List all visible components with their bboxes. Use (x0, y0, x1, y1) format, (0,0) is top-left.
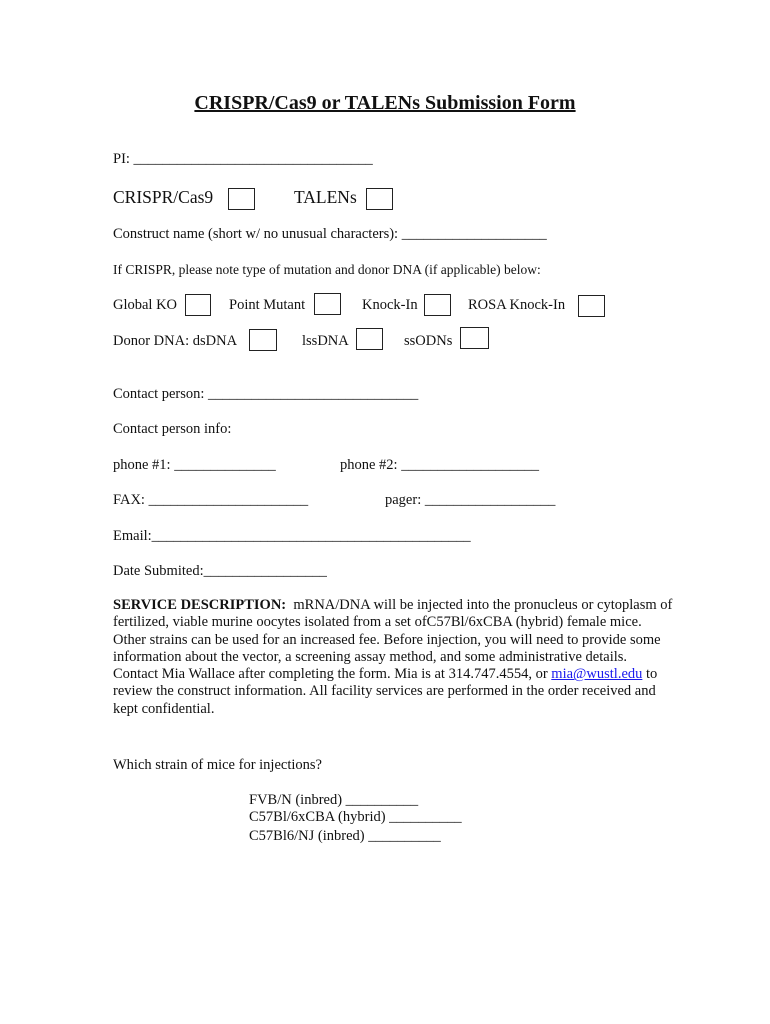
point-mutant-checkbox[interactable] (314, 293, 341, 315)
dsdna-checkbox[interactable] (249, 329, 277, 351)
form-title: CRISPR/Cas9 or TALENs Submission Form (194, 92, 576, 114)
fax-field[interactable]: FAX: ______________________ (113, 492, 309, 508)
crispr-checkbox[interactable] (228, 188, 255, 210)
service-description (113, 597, 673, 718)
rosa-knock-in-label: ROSA Knock-In (468, 297, 566, 313)
service-heading: SERVICE DESCRIPTION: (113, 597, 287, 613)
strain-option-c57bl6-nj[interactable]: C57Bl6/NJ (inbred) __________ (249, 828, 441, 844)
service-text: mRNA/DNA will be injected into the pronucleus or cytoplasm of fertilized, viable murine oocytes isolated from a set ofC57Bl/6xCBA (hybrid) female mice. Other strains can be used for an increased fee. Before injection, you will need to provide some information about the vector, a screening assay method, and some administrative details. Contact Mia Wallace after completing the form. Mia is at 314.747.4554, or (113, 597, 673, 683)
strain-option-c57bl-cba[interactable]: C57Bl/6xCBA (hybrid) __________ (249, 809, 462, 825)
knock-in-label: Knock-In (362, 297, 418, 313)
contact-info-label: Contact person info: (113, 421, 232, 437)
service-text-end: to review the construct information. All facility services are performed in the order received and kept confidential. (113, 666, 658, 717)
global-ko-checkbox[interactable] (185, 294, 211, 316)
date-submitted-field[interactable]: Date Submited:_________________ (113, 563, 327, 579)
rosa-knock-in-checkbox[interactable] (578, 295, 605, 317)
talens-label: TALENs (294, 187, 357, 207)
crispr-label: CRISPR/Cas9 (113, 187, 214, 207)
ssodns-label: ssODNs (404, 333, 453, 349)
pager-field[interactable]: pager: __________________ (385, 492, 556, 508)
strain-option-fvb[interactable]: FVB/N (inbred) __________ (249, 792, 419, 808)
phone2-field[interactable]: phone #2: ___________________ (340, 457, 539, 473)
knock-in-checkbox[interactable] (424, 294, 451, 316)
contact-person-field[interactable]: Contact person: _____________________________ (113, 386, 419, 402)
lssdna-checkbox[interactable] (356, 328, 383, 350)
construct-name-field[interactable]: Construct name (short w/ no unusual characters): ____________________ (113, 226, 547, 242)
email-field[interactable]: Email:____________________________________________ (113, 528, 471, 544)
strain-question: Which strain of mice for injections? (113, 757, 322, 773)
donor-dna-label: Donor DNA: dsDNA (113, 333, 238, 349)
crispr-note: If CRISPR, please note type of mutation and donor DNA (if applicable) below: (113, 262, 541, 277)
global-ko-label: Global KO (113, 297, 178, 313)
ssodns-checkbox[interactable] (460, 327, 489, 349)
lssdna-label: lssDNA (302, 333, 349, 349)
phone1-field[interactable]: phone #1: ______________ (113, 457, 276, 473)
talens-checkbox[interactable] (366, 188, 393, 210)
contact-email-link[interactable]: mia@wustl.edu (551, 666, 643, 683)
point-mutant-label: Point Mutant (229, 297, 306, 313)
pi-field[interactable]: PI: _________________________________ (113, 151, 373, 167)
